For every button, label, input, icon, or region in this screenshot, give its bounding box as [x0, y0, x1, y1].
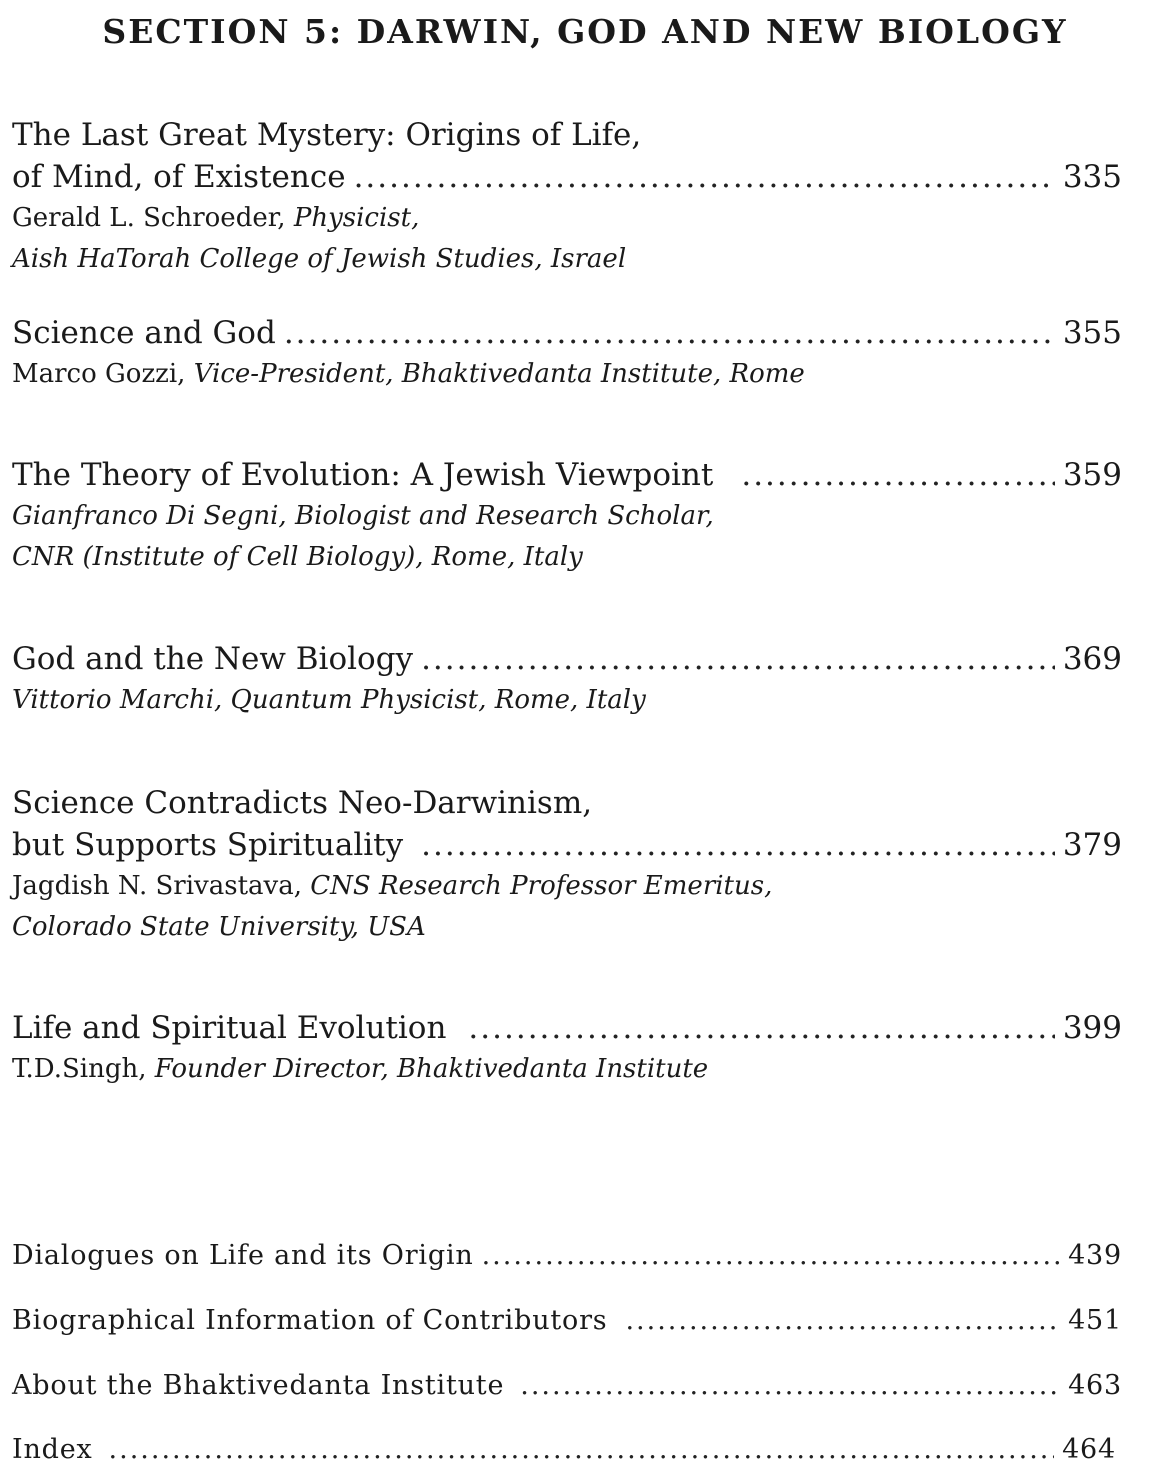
- toc-entry-appendix[interactable]: [12, 1432, 1116, 1468]
- entry-author: [12, 866, 1122, 907]
- toc-entry[interactable]: [12, 312, 1122, 395]
- toc-entry-appendix[interactable]: [12, 1368, 1122, 1404]
- dot-leader: [520, 1368, 1060, 1404]
- entry-author: [12, 198, 1122, 239]
- entry-title: Dialogues on Life and its Origin: [12, 1240, 474, 1271]
- page-number: 464: [1062, 1434, 1116, 1465]
- entry-title: of Mind, of Existence: [12, 159, 346, 195]
- dot-leader: [468, 1007, 1054, 1049]
- toc-entry-appendix[interactable]: [12, 1238, 1122, 1274]
- entry-title-line: [12, 824, 1122, 866]
- entry-title: Science and God: [12, 315, 276, 351]
- toc-entry[interactable]: [12, 454, 1122, 578]
- dot-leader: [109, 1432, 1055, 1468]
- entry-title: Biographical Information of Contributors: [12, 1305, 608, 1336]
- dot-leader: [741, 454, 1054, 496]
- entry-title-line: [12, 454, 1122, 496]
- page-number: 379: [1062, 827, 1122, 863]
- dot-leader: [284, 312, 1055, 354]
- toc-entry[interactable]: [12, 114, 1122, 280]
- entry-title-line: [12, 782, 1122, 824]
- dot-leader: [421, 638, 1055, 680]
- entry-title-line: [12, 638, 1122, 680]
- page-number: 439: [1068, 1240, 1122, 1271]
- author-affiliation: Aish HaTorah College of Jewish Studies, Israel: [12, 244, 627, 274]
- toc-entry[interactable]: [12, 638, 1122, 721]
- entry-title-line: [12, 312, 1122, 354]
- dot-leader: [482, 1238, 1060, 1274]
- entry-author: [12, 1049, 1122, 1090]
- entry-author: [12, 354, 1122, 395]
- author-name: T.D.Singh,: [12, 1054, 155, 1084]
- author-affiliation: CNR (Institute of Cell Biology), Rome, Italy: [12, 542, 583, 572]
- entry-title: Life and Spiritual Evolution: [12, 1010, 447, 1046]
- page-number: 355: [1062, 315, 1122, 351]
- entry-title: but Supports Spirituality: [12, 827, 404, 863]
- author-affiliation: Physicist,: [293, 203, 420, 233]
- entry-title-line: [12, 1432, 1116, 1468]
- author-name: Gerald L. Schroeder,: [12, 203, 294, 233]
- author-name: Vittorio Marchi, Quantum Physicist, Rome, Italy: [12, 685, 646, 715]
- author-affiliation: Vice-President, Bhaktivedanta Institute, Rome: [193, 359, 805, 389]
- section-title: SECTION 5: DARWIN, GOD AND NEW BIOLOGY: [102, 12, 1068, 51]
- entry-title: The Theory of Evolution: A Jewish Viewpoint: [12, 457, 714, 493]
- dot-leader: [421, 824, 1055, 866]
- entry-title: Science Contradicts Neo-Darwinism,: [12, 785, 593, 821]
- page-number: 335: [1062, 159, 1122, 195]
- toc-entry[interactable]: [12, 782, 1122, 948]
- page-number: 463: [1068, 1370, 1122, 1401]
- entry-title: God and the New Biology: [12, 641, 414, 677]
- author-name: Gianfranco Di Segni, Biologist and Research Scholar,: [12, 501, 714, 531]
- entry-title-line: [12, 156, 1122, 198]
- toc-entry[interactable]: [12, 1007, 1122, 1090]
- author-affiliation: Colorado State University, USA: [12, 912, 426, 942]
- author-name: Marco Gozzi,: [12, 359, 194, 389]
- entry-title-line: [12, 114, 1122, 156]
- dot-leader: [354, 156, 1055, 198]
- author-affiliation: CNS Research Professor Emeritus,: [310, 871, 773, 901]
- dot-leader: [625, 1303, 1060, 1339]
- entry-title: The Last Great Mystery: Origins of Life,: [12, 117, 642, 153]
- entry-title-line: [12, 1007, 1122, 1049]
- author-affiliation: Founder Director, Bhaktivedanta Institute: [154, 1054, 709, 1084]
- entry-title: Index: [12, 1434, 93, 1465]
- page-number: 451: [1068, 1305, 1122, 1336]
- entry-title: About the Bhaktivedanta Institute: [12, 1370, 505, 1401]
- page-number: 369: [1062, 641, 1122, 677]
- page-number: 399: [1062, 1010, 1122, 1046]
- entry-title-line: [12, 1368, 1122, 1404]
- page-number: 359: [1062, 457, 1122, 493]
- toc-entry-appendix[interactable]: [12, 1303, 1122, 1339]
- entry-title-line: [12, 1303, 1122, 1339]
- entry-title-line: [12, 1238, 1122, 1274]
- author-name: Jagdish N. Srivastava,: [12, 871, 311, 901]
